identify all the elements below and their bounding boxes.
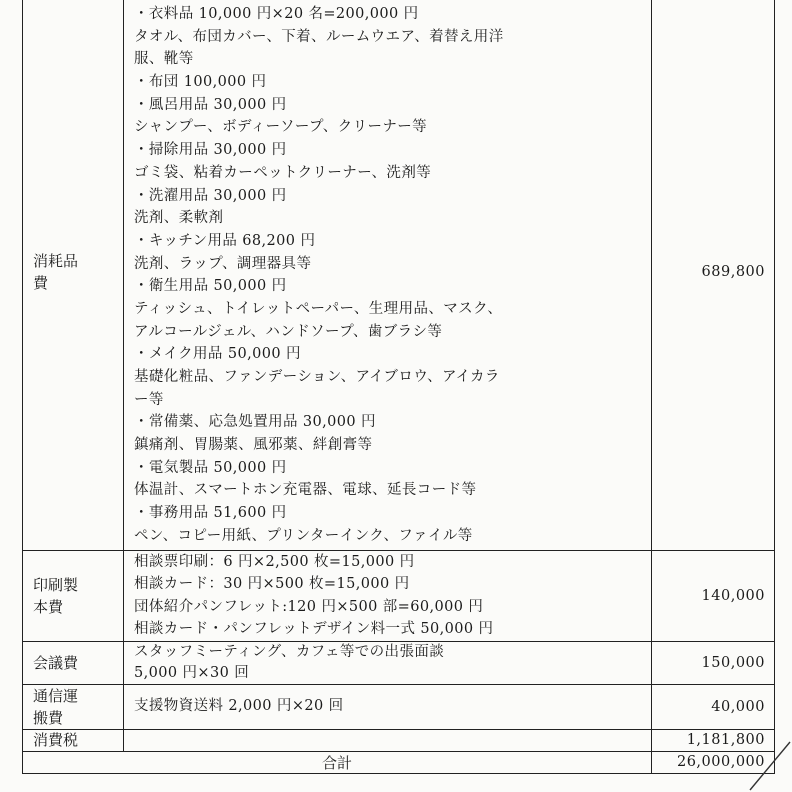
description-line: 5,000 円×30 回 bbox=[134, 664, 250, 681]
description-line: 服、靴等 bbox=[134, 51, 194, 68]
category-label: 費 bbox=[33, 274, 49, 293]
description-line: 基礎化粧品、ファンデーション、アイブロウ、アイカラ bbox=[134, 369, 500, 385]
tax-row bbox=[23, 729, 775, 751]
category-cell bbox=[23, 550, 124, 641]
category-label: 通信運 bbox=[33, 686, 79, 705]
amount-cell: 150,000 bbox=[652, 641, 775, 684]
table-row bbox=[23, 641, 775, 684]
category-cell bbox=[23, 0, 124, 550]
description-line: ・洗濯用品 30,000 円 bbox=[134, 187, 287, 204]
table-row bbox=[23, 550, 775, 641]
description-line: 鎮痛剤、胃腸薬、風邪薬、絆創膏等 bbox=[134, 437, 373, 454]
tax-amount: 1,181,800 bbox=[652, 729, 775, 751]
category-label: 印刷製 bbox=[33, 575, 79, 594]
description-line: アルコールジェル、ハンドソープ、歯ブラシ等 bbox=[134, 323, 443, 340]
description-line: 支援物資送料 2,000 円×20 回 bbox=[134, 698, 344, 715]
description-cell bbox=[124, 550, 652, 641]
table-row bbox=[23, 0, 775, 550]
table-row bbox=[23, 684, 775, 729]
description-line: シャンプー、ボディーソープ、クリーナー等 bbox=[134, 119, 428, 136]
description-line: ・電気製品 50,000 円 bbox=[134, 459, 287, 476]
description-line: ・キッチン用品 68,200 円 bbox=[134, 232, 316, 249]
description-line: ー等 bbox=[134, 391, 164, 408]
amount-cell: 140,000 bbox=[652, 550, 775, 641]
description-line: 体温計、スマートホン充電器、電球、延長コード等 bbox=[134, 482, 477, 499]
description-line: 団体紹介パンフレット:120 円×500 部=60,000 円 bbox=[134, 598, 484, 615]
description-line: ティッシュ、トイレットペーパー、生理用品、マスク、 bbox=[134, 300, 503, 317]
description-line: ・メイク用品 50,000 円 bbox=[134, 346, 301, 363]
tax-label: 消費税 bbox=[23, 729, 124, 751]
pen-stroke-mark bbox=[748, 738, 792, 792]
category-label: 本費 bbox=[33, 597, 64, 616]
description-line: 相談票印刷：6 円×2,500 枚=15,000 円 bbox=[134, 553, 415, 570]
description-line: 相談カード・パンフレットデザイン料一式 50,000 円 bbox=[134, 621, 494, 637]
description-line: ・衣料品 10,000 円×20 名=200,000 円 bbox=[134, 6, 419, 22]
description-line: スタッフミーティング、カフェ等での出張面談 bbox=[134, 643, 445, 660]
total-row bbox=[23, 751, 775, 773]
description-line: ・事務用品 51,600 円 bbox=[134, 505, 287, 522]
tax-description-cell bbox=[124, 729, 652, 751]
description-cell bbox=[124, 684, 652, 729]
description-line: ・風呂用品 30,000 円 bbox=[134, 96, 287, 113]
description-line: ゴミ袋、粘着カーペットクリーナー、洗剤等 bbox=[134, 164, 432, 181]
description-cell bbox=[124, 641, 652, 684]
category-cell bbox=[23, 684, 124, 729]
description-line: ・掃除用品 30,000 円 bbox=[134, 142, 287, 159]
description-line: ・常備薬、応急処置用品 30,000 円 bbox=[134, 414, 376, 431]
description-line: ペン、コピー用紙、プリンターインク、ファイル等 bbox=[134, 527, 473, 544]
category-cell bbox=[23, 641, 124, 684]
budget-table bbox=[22, 0, 775, 774]
category-label: 消耗品 bbox=[33, 252, 79, 271]
amount-cell: 689,800 bbox=[652, 0, 775, 550]
amount-cell: 40,000 bbox=[652, 684, 775, 729]
description-line: 洗剤、柔軟剤 bbox=[134, 210, 224, 227]
description-line: ・布団 100,000 円 bbox=[134, 74, 267, 91]
description-line: タオル、布団カバー、下着、ルームウエア、着替え用洋 bbox=[134, 28, 504, 45]
description-line: 洗剤、ラップ、調理器具等 bbox=[134, 255, 312, 272]
description-line: 相談カード：30 円×500 枚=15,000 円 bbox=[134, 576, 410, 592]
category-label: 会議費 bbox=[33, 653, 79, 672]
total-amount: 26,000,000 bbox=[652, 751, 775, 773]
category-label: 搬費 bbox=[33, 708, 64, 727]
total-label: 合計 bbox=[23, 751, 652, 773]
description-cell bbox=[124, 0, 652, 550]
description-line: ・衛生用品 50,000 円 bbox=[134, 278, 287, 295]
